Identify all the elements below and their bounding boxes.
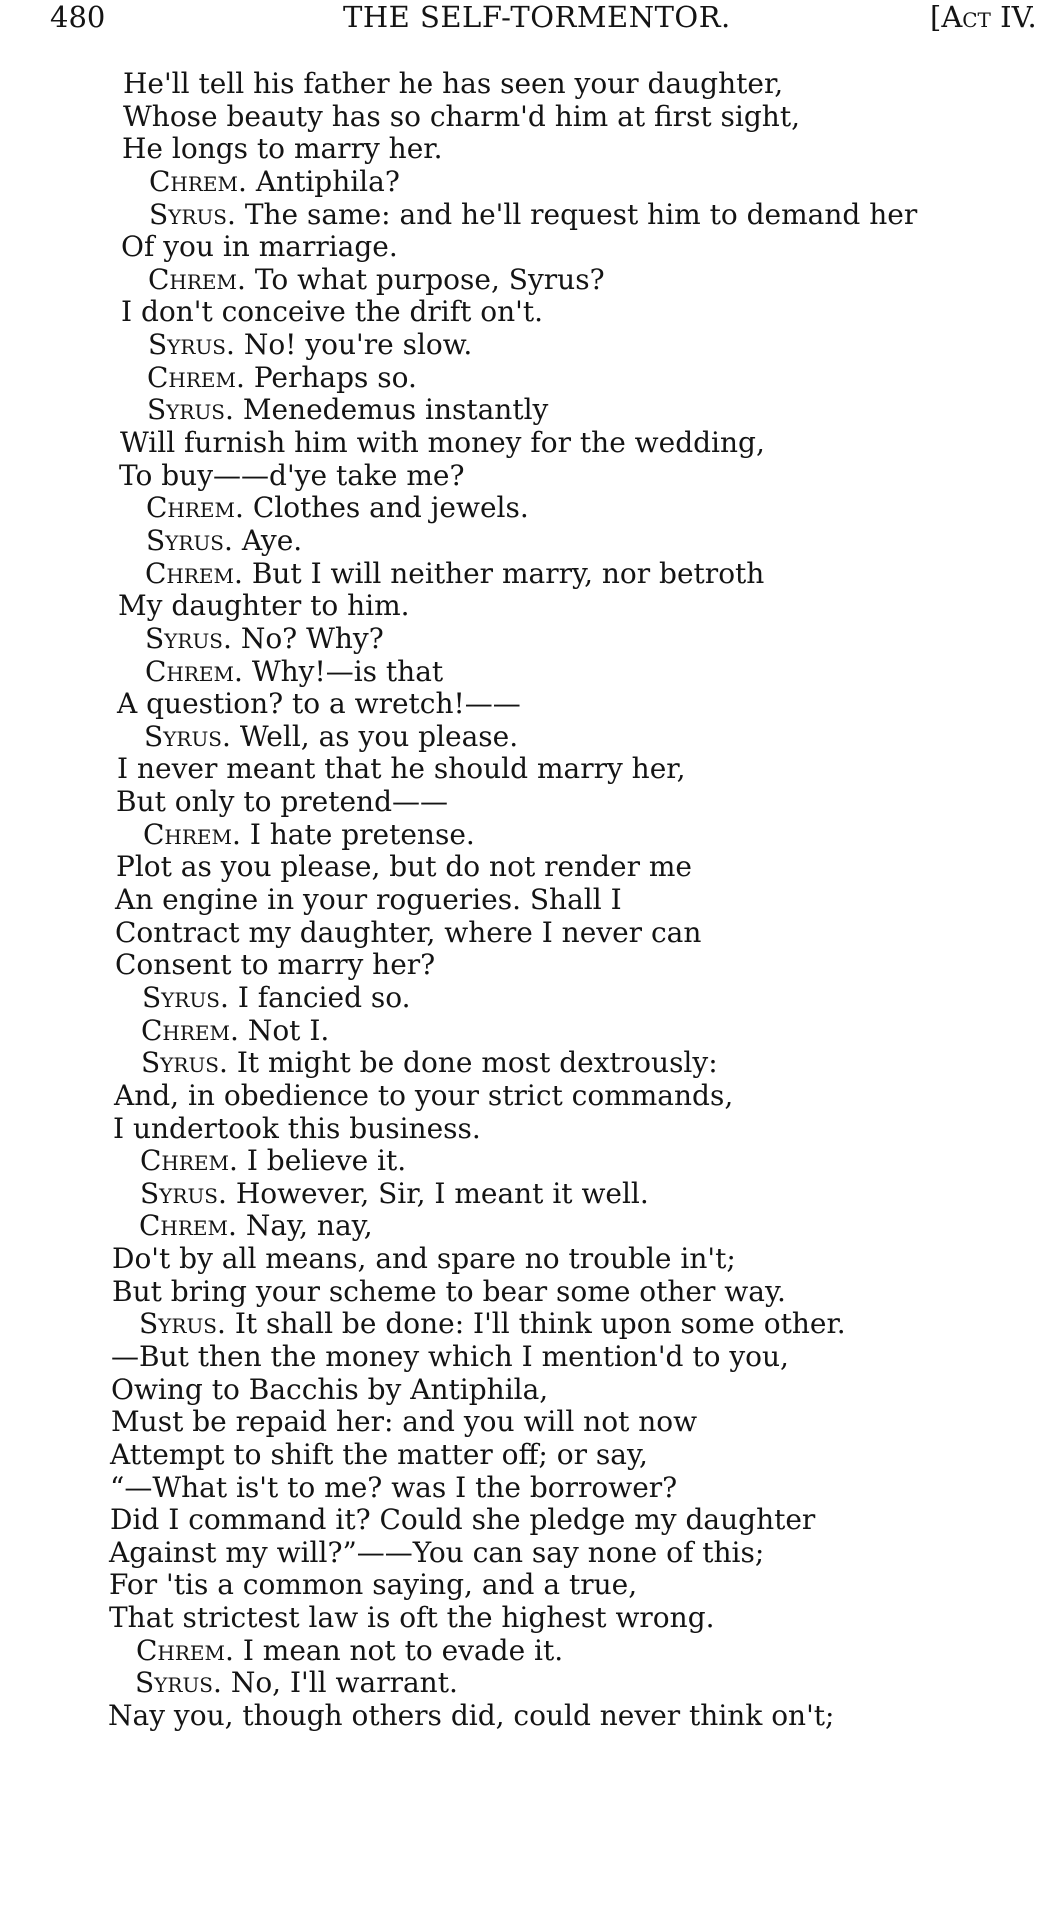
speaker-name: Chrem. — [148, 262, 246, 296]
verse-line — [0, 1504, 1064, 1537]
line-text: I believe it. — [246, 1144, 407, 1178]
speaker-name: Chrem. — [140, 1144, 238, 1178]
speech-line — [0, 329, 1064, 362]
line-text: Must be repaid her: and you will not now — [111, 1405, 698, 1439]
running-title: THE SELF-TORMENTOR. — [343, 0, 731, 34]
speaker-name: Chrem. — [146, 491, 244, 525]
line-text: Consent to marry her? — [115, 948, 436, 982]
line-text: No? Why? — [240, 621, 384, 655]
line-text: I mean not to evade it. — [242, 1633, 564, 1667]
verse-line — [0, 1700, 1064, 1733]
speech-line — [0, 721, 1064, 754]
verse-line — [0, 1276, 1064, 1309]
speech-line — [0, 1178, 1064, 1211]
line-text: No, I'll warrant. — [230, 1666, 458, 1700]
line-text: The same: and he'll request him to demand her — [244, 197, 918, 231]
line-text: Aye. — [241, 523, 303, 557]
line-text: Owing to Bacchis by Antiphila, — [111, 1372, 549, 1406]
line-text: Attempt to shift the matter off; or say, — [110, 1437, 648, 1471]
line-text: Clothes and jewels. — [252, 491, 529, 525]
line-text: Why!—is that — [251, 654, 444, 688]
line-text: Do't by all means, and spare no trouble in't; — [112, 1242, 736, 1276]
line-text: —But then the money which I mention'd to you, — [111, 1339, 789, 1373]
speaker-name: Chrem. — [139, 1209, 237, 1243]
speech-line — [0, 819, 1064, 852]
play-text — [0, 68, 1064, 1733]
line-text: Plot as you please, but do not render me — [116, 850, 692, 884]
speech-line — [0, 982, 1064, 1015]
speaker-name: Syrus. — [141, 1046, 228, 1080]
line-text: But bring your scheme to bear some other way. — [112, 1274, 786, 1308]
line-text: My daughter to him. — [118, 589, 410, 623]
line-text: Did I command it? Could she pledge my daughter — [110, 1503, 816, 1537]
line-text: Menedemus instantly — [242, 393, 549, 427]
verse-line — [0, 1374, 1064, 1407]
verse-line — [0, 1537, 1064, 1570]
line-text: No! you're slow. — [243, 328, 473, 362]
verse-line — [0, 68, 1064, 101]
verse-line — [0, 949, 1064, 982]
line-text: Nay, nay, — [245, 1209, 373, 1243]
verse-line — [0, 1341, 1064, 1374]
page-header — [0, 0, 1064, 48]
act-marker: [Act IV. — [930, 0, 1037, 34]
line-text: It shall be done: I'll think upon some other. — [234, 1307, 846, 1341]
verse-line — [0, 753, 1064, 786]
line-text: He'll tell his father he has seen your daughter, — [123, 67, 784, 100]
speech-line — [0, 362, 1064, 395]
line-text: It might be done most dextrously: — [236, 1046, 718, 1080]
speaker-name: Syrus. — [149, 197, 236, 231]
line-text: But only to pretend—— — [116, 785, 448, 819]
verse-line — [0, 590, 1064, 623]
verse-line — [0, 427, 1064, 460]
speech-line — [0, 492, 1064, 525]
speaker-name: Syrus. — [135, 1666, 222, 1700]
speech-line — [0, 1047, 1064, 1080]
speech-line — [0, 1308, 1064, 1341]
speech-line — [0, 1015, 1064, 1048]
speaker-name: Chrem. — [147, 360, 245, 394]
line-text: An engine in your rogueries. Shall I — [115, 883, 622, 917]
speaker-name: Chrem. — [149, 164, 247, 198]
speech-line — [0, 1667, 1064, 1700]
speaker-name: Chrem. — [145, 556, 243, 590]
speaker-name: Syrus. — [139, 1307, 226, 1341]
line-text: A question? to a wretch!—— — [117, 687, 521, 721]
verse-line — [0, 101, 1064, 134]
verse-line — [0, 1439, 1064, 1472]
line-text: I never meant that he should marry her, — [117, 752, 686, 786]
line-text: Whose beauty has so charm'd him at first sight, — [123, 99, 800, 133]
verse-line — [0, 133, 1064, 166]
speech-line — [0, 525, 1064, 558]
speaker-name: Syrus. — [145, 621, 232, 655]
speech-line — [0, 1210, 1064, 1243]
verse-line — [0, 1602, 1064, 1635]
speech-line — [0, 656, 1064, 689]
speech-line — [0, 558, 1064, 591]
speaker-name: Syrus. — [144, 719, 231, 753]
speech-line — [0, 394, 1064, 427]
speaker-name: Syrus. — [148, 328, 235, 362]
verse-line — [0, 1113, 1064, 1146]
line-text: However, Sir, I meant it well. — [235, 1176, 649, 1210]
speaker-name: Syrus. — [140, 1176, 227, 1210]
verse-line — [0, 1080, 1064, 1113]
line-text: Contract my daughter, where I never can — [115, 915, 702, 949]
speech-line — [0, 1635, 1064, 1668]
verse-line — [0, 884, 1064, 917]
line-text: I hate pretense. — [249, 817, 475, 851]
speech-line — [0, 166, 1064, 199]
line-text: He longs to marry her. — [122, 132, 443, 166]
verse-line — [0, 1472, 1064, 1505]
verse-line — [0, 296, 1064, 329]
line-text: Of you in marriage. — [121, 230, 398, 264]
line-text: Will furnish him with money for the wedding, — [120, 426, 765, 460]
speech-line — [0, 623, 1064, 656]
speaker-name: Chrem. — [143, 817, 241, 851]
speaker-name: Chrem. — [141, 1013, 239, 1047]
line-text: I undertook this business. — [113, 1111, 481, 1145]
line-text: And, in obedience to your strict commands, — [114, 1078, 734, 1112]
speaker-name: Chrem. — [145, 654, 243, 688]
verse-line — [0, 1569, 1064, 1602]
verse-line — [0, 786, 1064, 819]
line-text: But I will neither marry, nor betroth — [251, 556, 765, 590]
line-text: I don't conceive the drift on't. — [121, 295, 543, 329]
speech-line — [0, 264, 1064, 297]
speech-line — [0, 1145, 1064, 1178]
speaker-name: Syrus. — [147, 393, 234, 427]
line-text: Against my will?”——You can say none of this; — [109, 1535, 765, 1569]
line-text: To buy——d'ye take me? — [119, 458, 465, 492]
speaker-name: Syrus. — [146, 523, 233, 557]
line-text: Perhaps so. — [253, 360, 417, 394]
line-text: To what purpose, Syrus? — [254, 262, 605, 296]
line-text: Not I. — [247, 1013, 330, 1047]
verse-line — [0, 460, 1064, 493]
speaker-name: Chrem. — [136, 1633, 234, 1667]
verse-line — [0, 1406, 1064, 1439]
verse-line — [0, 917, 1064, 950]
speech-line — [0, 199, 1064, 232]
verse-line — [0, 1243, 1064, 1276]
line-text: “—What is't to me? was I the borrower? — [110, 1470, 678, 1504]
verse-line — [0, 851, 1064, 884]
line-text: Nay you, though others did, could never think on't; — [108, 1699, 835, 1733]
verse-line — [0, 231, 1064, 264]
line-text: I fancied so. — [237, 980, 411, 1014]
line-text: For 'tis a common saying, and a true, — [109, 1568, 638, 1602]
line-text: Antiphila? — [255, 164, 400, 198]
line-text: Well, as you please. — [239, 719, 519, 753]
line-text: That strictest law is oft the highest wrong. — [109, 1601, 715, 1635]
speaker-name: Syrus. — [142, 980, 229, 1014]
page-number: 480 — [50, 0, 106, 34]
verse-line — [0, 688, 1064, 721]
